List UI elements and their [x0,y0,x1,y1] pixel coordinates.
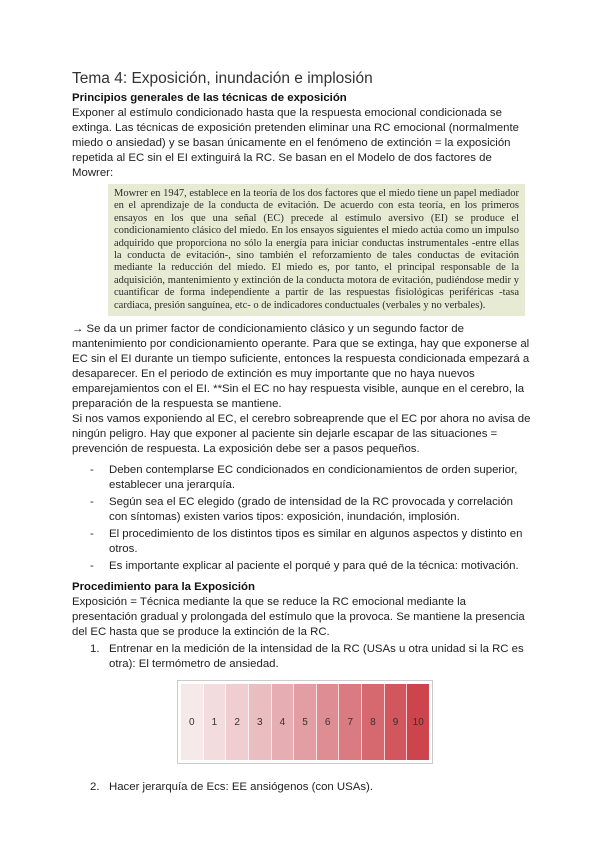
thermometer-cell: 6 [317,684,340,760]
numbered-list [72,642,532,672]
numbered-list-continued [72,780,532,795]
procedure-intro: Exposición = Técnica mediante la que se reduce la RC emocional mediante la presentación gradual y prolongada del estímulo que la provoca. Se mantiene la presencia del EC hasta que se produce la extinción de la RC. [72,596,525,639]
list-item: 1. Entrenar en la medición de la intensidad de la RC (USAs u otra unidad si la RC es otra): El termómetro de ansiedad. [90,643,524,671]
thermometer-cell: 7 [339,684,362,760]
list-item: - El procedimiento de los distintos tipos es similar en algunos aspectos y distinto en otros. [90,528,523,556]
bullet-list [72,463,532,574]
intro-paragraph: Exponer al estímulo condicionado hasta que la respuesta emocional condicionada se extinga. Las técnicas de exposición pretenden eliminar una RC emocional (normalmente miedo o ansiedad) y se basan únicamente en el fenómeno de extinción = la exposición repetida al EC sin el EI extinguirá la RC. Se basan en el Modelo de dos factores de Mowrer: [72,107,520,179]
section-heading-principios: Principios generales de las técnicas de exposición [72,92,347,104]
page-title: Tema 4: Exposición, inundación e implosión [72,70,373,87]
document-page [72,70,532,795]
thermometer-cell: 9 [385,684,408,760]
list-item: - Deben contemplarse EC condicionados en condicionamientos de orden superior, establecer una jerarquía. [90,464,518,492]
section-heading-procedimiento: Procedimiento para la Exposición [72,581,255,594]
thermometer-cell: 2 [226,684,249,760]
thermometer-cell: 10 [407,684,429,760]
mowrer-quote-image: Mowrer en 1947, establece en la teoría de los dos factores que el miedo tiene un papel mediador en el aprendizaje de la conducta de evitación. De acuerdo con esta teoría, en los primeros ensayos en los que una señal (EC) precede al estímulo aversivo (EI) se produce el condicionamiento clásico del miedo. En los ensayos siguientes el miedo actúa como un impulso adquirido que proporciona no sólo la energía para iniciar conductas instrumentales -entre ellas la conducta de evitación-, sino también el reforzamiento de tales conductas de evitación mediante la reducción del miedo. El miedo es, por tanto, el principal responsable de la adquisición, mantenimiento y extinción de la conducta motora de evitación, pudiéndose medir y cuantificar de forma independiente a partir de las respuestas fisiológicas periféricas -tasa cardiaca, presión sanguínea, etc- o de indicadores conductuales (verbales y no verbales). [108,184,525,316]
paragraph-factors: → Se da un primer factor de condicionamiento clásico y un segundo factor de mantenimiento por condicionamiento operante. Para que se extinga, hay que exponerse al EC sin el EI durante un tiempo suficiente, entonces la respuesta condicionada empezará a desaparecer. En el periodo de extinción es muy importante que no haya nuevos emparejamientos con el EI. **Sin el EC no hay respuesta visible, aunque en el cerebro, la preparación de la respuesta se mantiene. [72,323,530,411]
thermometer-cell: 8 [362,684,385,760]
anxiety-thermometer [177,680,433,764]
list-item: - Es importante explicar al paciente el porqué y para qué de la técnica: motivación. [90,560,519,573]
thermometer-cell: 3 [249,684,272,760]
thermometer-cell: 1 [204,684,227,760]
thermometer-cell: 5 [294,684,317,760]
paragraph-exposure: Si nos vamos exponiendo al EC, el cerebro sobreaprende que el EC por ahora no avisa de ningún peligro. Hay que exponer al paciente sin dejarle escapar de las situaciones = prevención de respuesta. La exposición debe ser a pasos pequeños. [72,413,531,456]
list-item: - Según sea el EC elegido (grado de intensidad de la RC provocada y correlación con síntomas) existen varios tipos: exposición, inundación, implosión. [90,496,513,524]
thermometer-cell: 4 [272,684,295,760]
thermometer-cell: 0 [181,684,204,760]
list-item: 2. Hacer jerarquía de Ecs: EE ansiógenos (con USAs). [90,781,374,794]
